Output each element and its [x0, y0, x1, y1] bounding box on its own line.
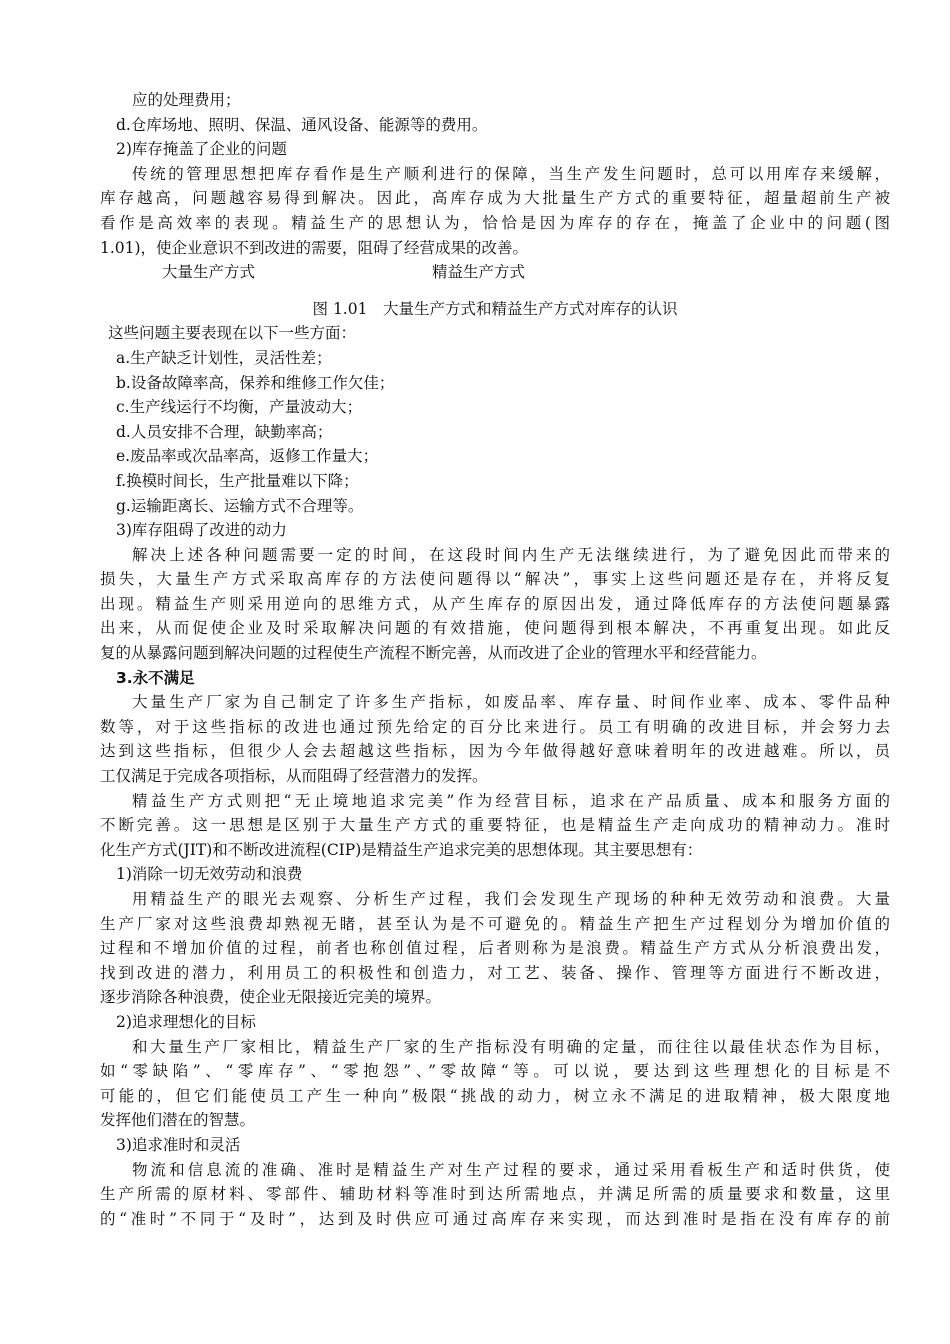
text-line: 不断完善。这一思想是区别于大量生产方式的重要特征，也是精益生产走向成功的精神动力。准时 — [100, 816, 890, 835]
text-line: 3)库存阻碍了改进的动力 — [116, 521, 287, 540]
text-line: 3)追求准时和灵活 — [116, 1135, 241, 1154]
text-line: 可能的，但它们能使员工产生一种向”极限“挑战的动力，树立永不满足的进取精神，极大限度地 — [100, 1086, 890, 1105]
text-line: 达到这些指标，但很少人会去超越这些指标，因为今年做得越好意味着明年的改进越难。所以，员 — [100, 742, 890, 761]
text-line: 逐步消除各种浪费，使企业无限接近完美的境界。 — [100, 988, 442, 1007]
text-line: 过程和不增加价值的过程，前者也称创值过程，后者则称为是浪费。精益生产方式从分析浪费出发， — [100, 939, 890, 958]
text-line: f.换模时间长，生产批量难以下降； — [116, 471, 359, 490]
section-heading: 3.永不满足 — [116, 668, 195, 687]
text-line: 用精益生产的眼光去观察、分析生产过程，我们会发现生产现场的种种无效劳动和浪费。大量 — [132, 890, 890, 908]
text-line: 库存越高，问题越容易得到解决。因此，高库存成为大批量生产方式的重要特征，超量超前生产被 — [100, 189, 890, 208]
text-line: 出现。精益生产则采用逆向的思维方式，从产生库存的原因出发，通过降低库存的方法使问题暴露 — [100, 594, 890, 613]
text-line: 1)消除一切无效劳动和浪费 — [116, 865, 303, 884]
text-block-main — [100, 321, 890, 1231]
text-line: 2)库存掩盖了企业的问题 — [116, 140, 287, 159]
text-line: 2)追求理想化的目标 — [116, 1012, 256, 1031]
figure-label-mass-production: 大量生产方式 — [162, 263, 256, 282]
text-line: c.生产线运行不均衡，产量波动大； — [116, 398, 363, 417]
text-line: 找到改进的潜力，利用员工的积极性和创造力，对工艺、装备、操作、管理等方面进行不断改进， — [100, 963, 890, 982]
text-line: 如“零缺陷”、“零库存”、“零抱怨”、”零故障“等。可以说，要达到这些理想化的目标是不 — [100, 1062, 890, 1081]
figure-labels — [100, 260, 890, 285]
text-line: d.人员安排不合理，缺勤率高； — [116, 422, 333, 441]
text-line: 数等，对于这些指标的改进也通过预先给定的百分比来进行。员工有明确的改进目标，并会努力去 — [100, 717, 890, 736]
text-line: 化生产方式(JIT)和不断改进流程(CIP)是精益生产追求完美的思想体现。其主要思想有： — [100, 840, 703, 859]
text-line: 生产厂家对这些浪费却熟视无睹，甚至认为是不可避免的。精益生产把生产过程划分为增加价值的 — [100, 914, 890, 933]
text-line: 这些问题主要表现在以下一些方面： — [108, 324, 357, 343]
text-line: 生产所需的原材料、零部件、辅助材料等准时到达所需地点，并满足所需的质量要求和数量，这里 — [100, 1185, 890, 1204]
text-line: 应的处理费用； — [132, 91, 241, 109]
text-line: g.运输距离长、运输方式不合理等。 — [116, 496, 364, 515]
text-line: 复的从暴露问题到解决问题的过程使生产流程不断完善，从而改进了企业的管理水平和经营能力。 — [100, 644, 767, 663]
text-line: e.废品率或次品率高，返修工作量大； — [116, 447, 379, 466]
text-line: b.设备故障率高，保养和维修工作欠佳； — [116, 373, 395, 392]
text-line: 精益生产方式则把“无止境地追求完美”作为经营目标，追求在产品质量、成本和服务方面的 — [132, 791, 890, 810]
text-line: 损失，大量生产方式采取高库存的方法使问题得以“解决”，事实上这些问题还是存在，并将反复 — [100, 570, 890, 589]
text-line: 发挥他们潜在的智慧。 — [100, 1111, 256, 1130]
text-line: 看作是高效率的表现。精益生产的思想认为，恰恰是因为库存的存在，掩盖了企业中的问题(图 — [100, 213, 890, 232]
text-line: 和大量生产厂家相比，精益生产厂家的生产指标没有明确的定量，而往往以最佳状态作为目标， — [132, 1037, 890, 1056]
text-line: 工仅满足于完成各项指标，从而阻碍了经营潜力的发挥。 — [100, 767, 488, 786]
text-line: 出来，从而促使企业及时采取解决问题的有效措施，使问题得到根本解决，不再重复出现。如此反 — [100, 619, 890, 638]
text-line: 大量生产厂家为自己制定了许多生产指标，如废品率、库存量、时间作业率、成本、零件品种 — [132, 693, 890, 712]
figure-label-lean-production: 精益生产方式 — [432, 263, 526, 282]
text-line: 物流和信息流的准确、准时是精益生产对生产过程的要求，通过采用看板生产和适时供货，使 — [132, 1160, 890, 1179]
text-line: d.仓库场地、照明、保温、通风设备、能源等的费用。 — [116, 115, 488, 134]
text-line: 的“准时”不同于“及时”，达到及时供应可通过高库存来实现，而达到准时是指在没有库存的前 — [100, 1209, 890, 1228]
document-body — [100, 88, 890, 1231]
text-line: 传统的管理思想把库存看作是生产顺利进行的保障，当生产发生问题时，总可以用库存来缓解， — [132, 164, 890, 183]
text-line: 1.01)，使企业意识不到改进的需要，阻碍了经营成果的改善。 — [100, 238, 529, 257]
text-line: a.生产缺乏计划性，灵活性差； — [116, 348, 332, 367]
figure-caption: 图 1.01 大量生产方式和精益生产方式对库存的认识 — [312, 299, 678, 318]
text-line: 解决上述各种问题需要一定的时间，在这段时间内生产无法继续进行，为了避免因此而带来的 — [132, 545, 890, 564]
text-block-inventory-cost — [100, 88, 890, 260]
